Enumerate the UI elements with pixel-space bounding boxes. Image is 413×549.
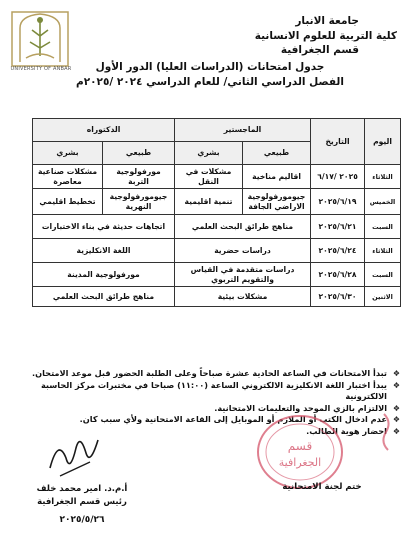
document-header <box>147 14 397 58</box>
cell-day: السبت <box>365 263 401 287</box>
cell-phd-human: مشكلات صناعية معاصرة <box>33 165 103 189</box>
schedule-title <box>60 60 360 90</box>
cell-date: ٢٠٢٥/٦/٢٤ <box>311 239 365 263</box>
cell-masters-merged: مناهج طرائق البحث العلمي <box>175 215 311 239</box>
header-masters-natural: طبيعي <box>243 142 311 165</box>
cell-phd-merged: اتجاهات حديثة في بناء الاختبارات <box>33 215 175 239</box>
cell-phd-merged: مورفولوجية المدينة <box>33 263 175 287</box>
cell-phd-natural: مورفولوجية التربة <box>103 165 175 189</box>
cell-day: الثلاثاء <box>365 239 401 263</box>
handwritten-signature <box>40 418 110 488</box>
cell-masters-natural: اقاليم مناخية <box>243 165 311 189</box>
cell-masters-merged: مشكلات بيئية <box>175 287 311 307</box>
cell-day: الاثنين <box>365 287 401 307</box>
cell-phd-merged: مناهج طرائق البحث العلمي <box>33 287 175 307</box>
cell-masters-human: مشكلات في النقل <box>175 165 243 189</box>
red-ink-mark <box>372 412 396 452</box>
table-row <box>33 165 401 189</box>
cell-phd-natural: جيومورفولوجية النهرية <box>103 189 175 215</box>
committee-seal-label: ختم لجنة الامتحانية <box>282 482 362 492</box>
table-header-row <box>33 119 401 142</box>
cell-masters-merged: دراسات حضرية <box>175 239 311 263</box>
cell-phd-human: تخطيط اقليمي <box>33 189 103 215</box>
note-item: ❖ عدم ادخال الكتب أو الملازم أو الموبايل إلى القاعة الامتحانية ولأي سبب كان. <box>17 414 387 426</box>
stamp-text-1: قسم <box>287 439 313 453</box>
table-row <box>33 287 401 307</box>
table-row <box>33 215 401 239</box>
table-row <box>33 263 401 287</box>
university-name: جامعة الانبار <box>295 15 359 27</box>
cell-phd-merged: اللغة الانكليزية <box>33 239 175 263</box>
header-phd-natural: طبيعي <box>103 142 175 165</box>
header-phd: الدكتوراه <box>33 119 175 142</box>
cell-day: الثلاثاء <box>365 165 401 189</box>
signature-date: ٢٠٢٥/٥/٢٦ <box>59 515 105 525</box>
title-line-2: الفصل الدراسي الثاني/ للعام الدراسي ٢٠٢٤ /٢٠٢٥م <box>76 76 344 88</box>
table-row <box>33 189 401 215</box>
note-item: ❖ احضار هوية الطالب. <box>17 426 387 438</box>
cell-date: ٢٠٢٥/٦/١٩ <box>311 189 365 215</box>
exam-schedule-table <box>32 118 401 307</box>
cell-masters-merged: دراسات متقدمة في القياس والتقويم التربوي <box>175 263 311 287</box>
department-name: قسم الجغرافية <box>280 44 359 56</box>
table-row <box>33 239 401 263</box>
note-item: ❖ الالتزام بالزي الموحد والتعليمات الامتحانية. <box>17 403 387 415</box>
header-masters: الماجستير <box>175 119 311 142</box>
logo-caption: UNIVERSITY OF ANBAR <box>10 66 72 72</box>
header-masters-human: بشري <box>175 142 243 165</box>
cell-date: ٢٠٢٥/٦/٣٠ <box>311 287 365 307</box>
head-signature-block <box>22 484 142 525</box>
stamp-text-2: الجغرافية <box>278 456 322 469</box>
cell-date: ٢٠٢٥/٦/٢١ <box>311 215 365 239</box>
department-stamp <box>255 412 345 492</box>
head-title: رئيس قسم الجغرافية <box>37 497 127 507</box>
college-name: كلية التربية للعلوم الانسانية <box>254 29 397 42</box>
cell-date: ٢٠٢٥/٦/٢٨ <box>311 263 365 287</box>
header-day: اليوم <box>365 119 401 165</box>
note-item: ❖ يبدأ اختبار اللغة الانكليزية الالكتروني الساعة (١١:٠٠) صباحا في مختبرات مركز الحاسبة الالكترونية <box>17 380 387 403</box>
cell-day: الخميس <box>365 189 401 215</box>
cell-masters-human: تنمية اقليمية <box>175 189 243 215</box>
head-name: أ.م.د. امير محمد خلف <box>36 484 128 494</box>
header-phd-human: بشري <box>33 142 103 165</box>
header-date: التاريخ <box>311 119 365 165</box>
note-item: ❖ تبدأ الامتحانات في الساعة الحادية عشرة صباحاً وعلى الطلبة الحضور قبل موعد الامتحان. <box>17 368 387 380</box>
cell-date: ٢٠٢٥ /٦/١٧ <box>311 165 365 189</box>
cell-masters-natural: جيومورفولوجية الاراضي الجافة <box>243 189 311 215</box>
title-line-1: جدول امتحانات (الدراسات العليا) الدور الأول <box>95 61 325 73</box>
cell-day: السبت <box>365 215 401 239</box>
